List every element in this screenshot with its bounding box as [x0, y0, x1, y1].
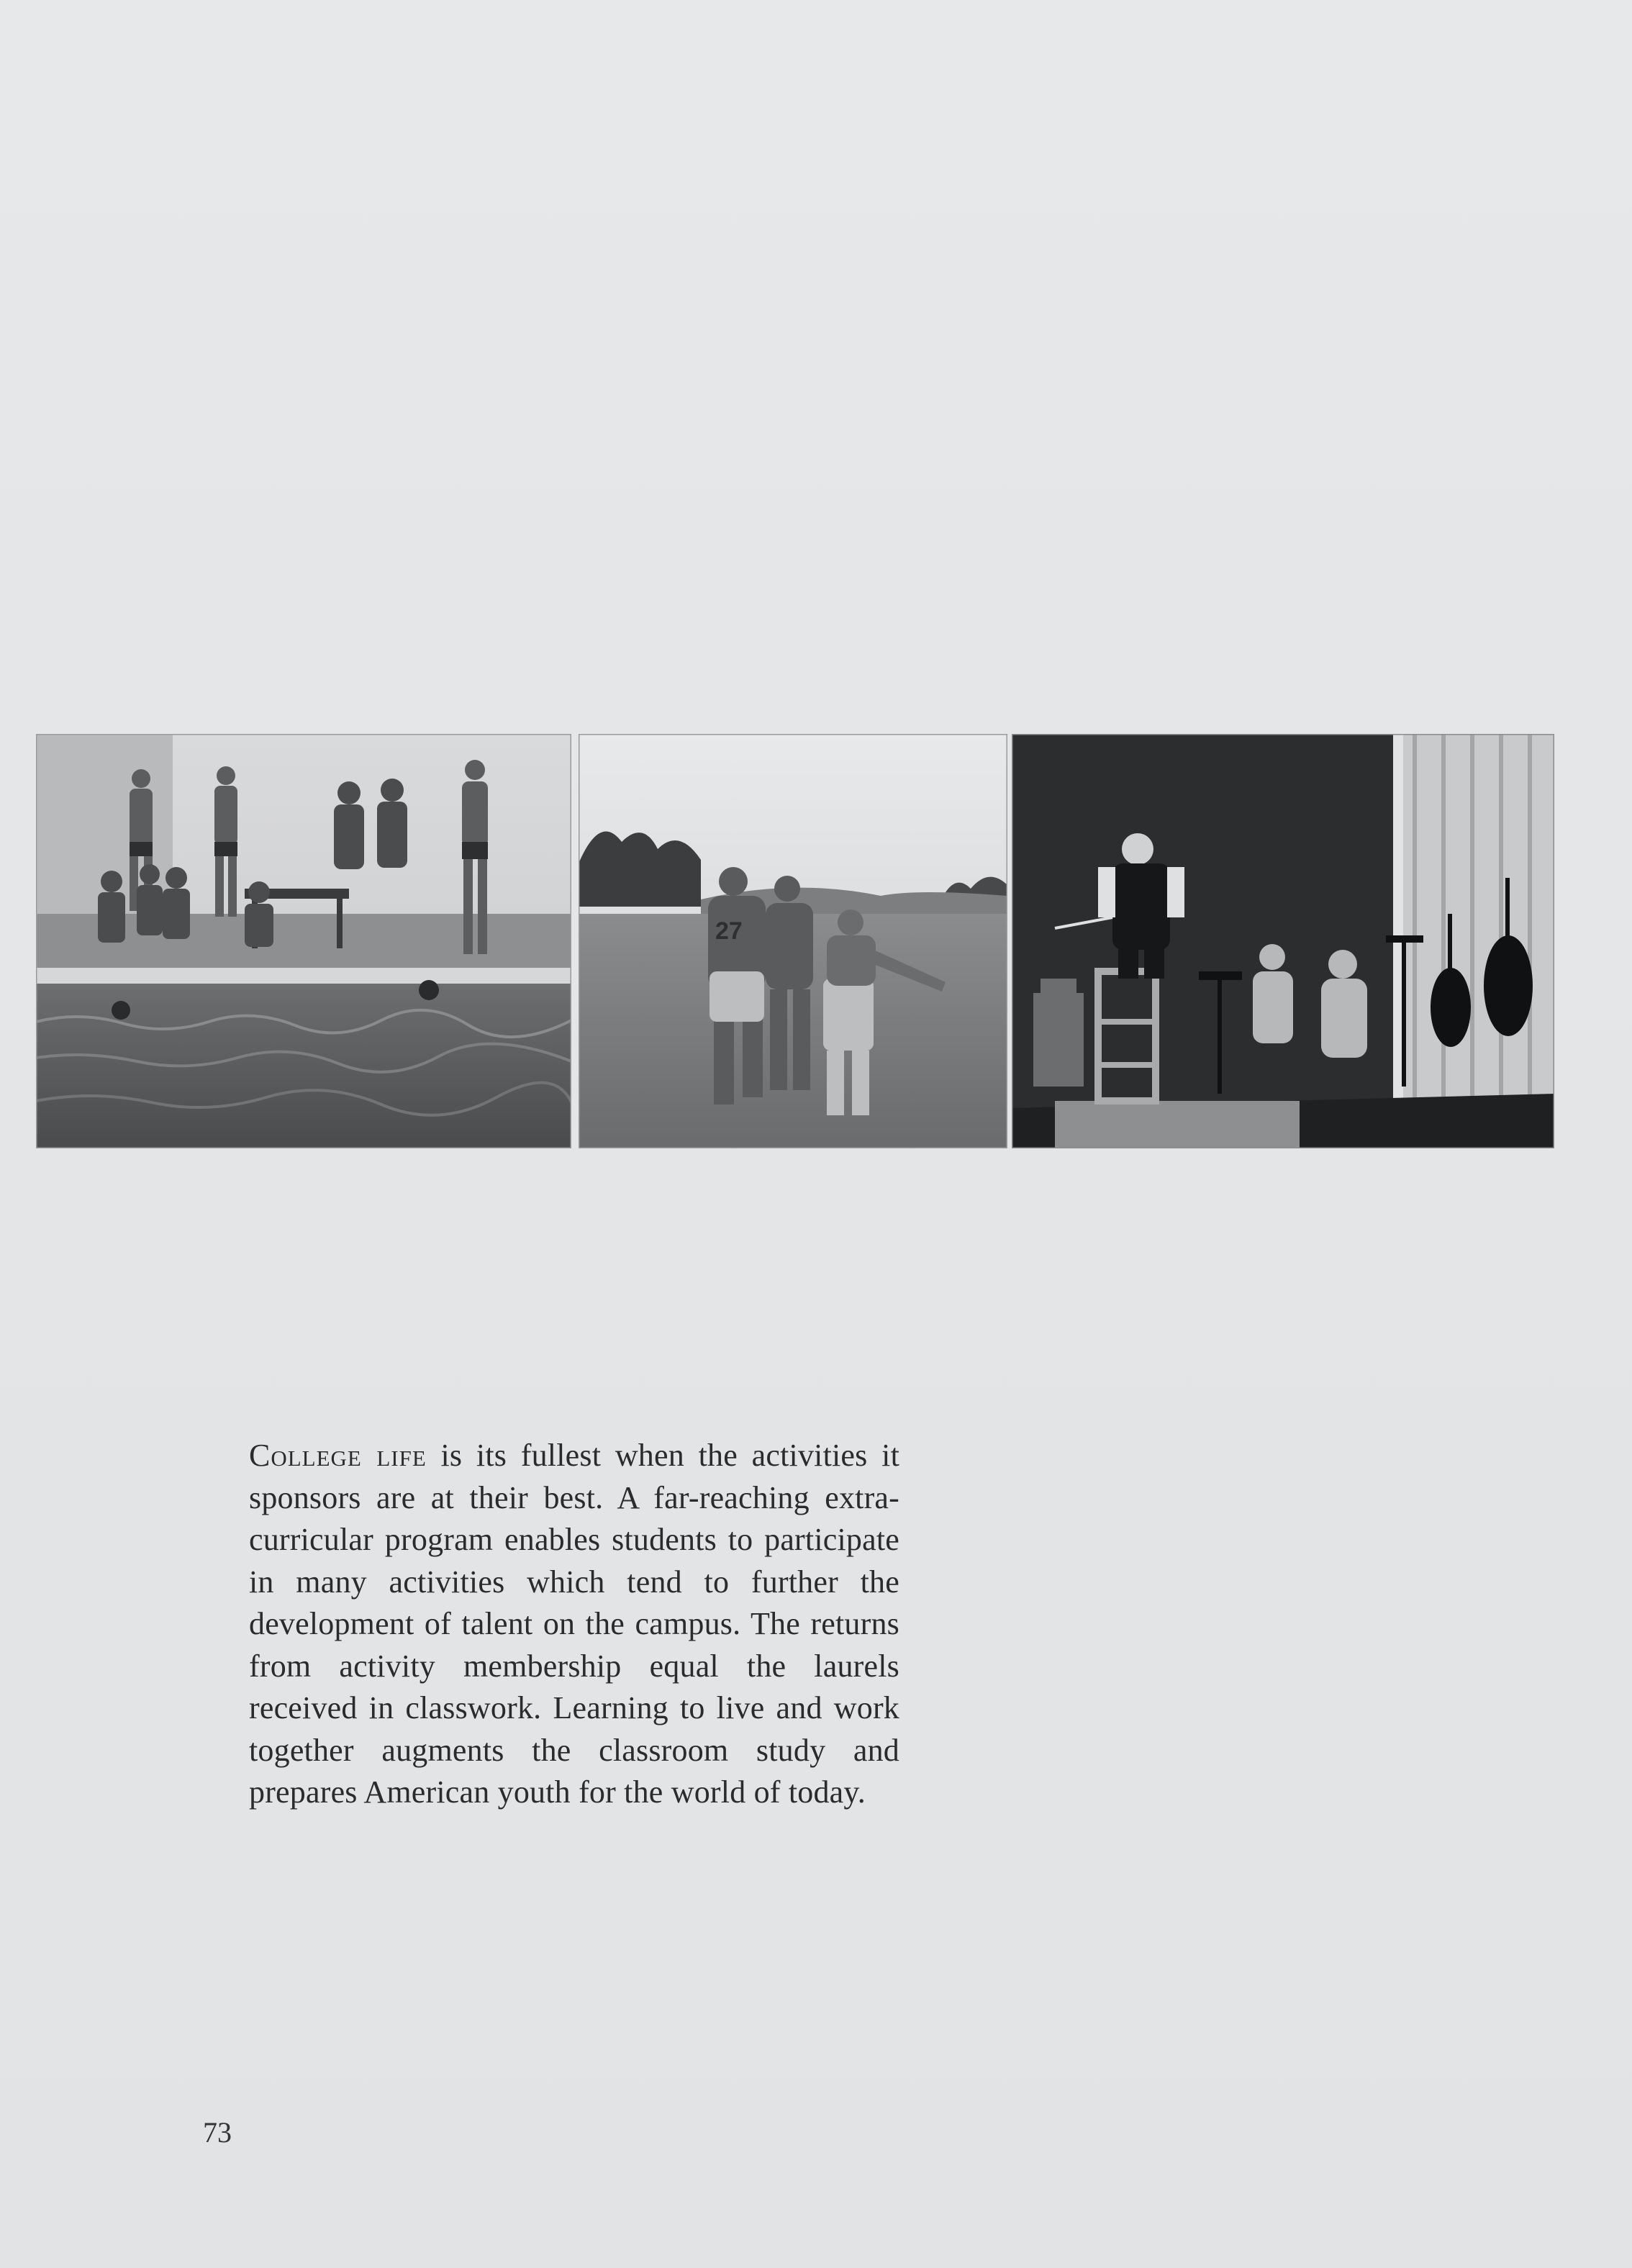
- page-number: 73: [203, 2116, 232, 2149]
- body-paragraph: [249, 1435, 899, 1814]
- football-photo: [579, 734, 1007, 1148]
- svg-text:27: 27: [715, 917, 743, 945]
- paragraph-text: is its fullest when the activities it sponsors are at their best. A far-reaching extra-curricular program enables students to participate in many activities which tend to further the development of talent on the campus. The returns from activity membership equal the laurels received in classwork. Learning to live and work together augments the classroom study and prepares American youth for the world of today.: [249, 1438, 900, 1810]
- orchestra-photo: [1012, 734, 1554, 1148]
- photo-strip: [36, 734, 1554, 1148]
- lead-in-text: College life: [249, 1438, 427, 1473]
- swimming-pool-photo: [36, 734, 571, 1148]
